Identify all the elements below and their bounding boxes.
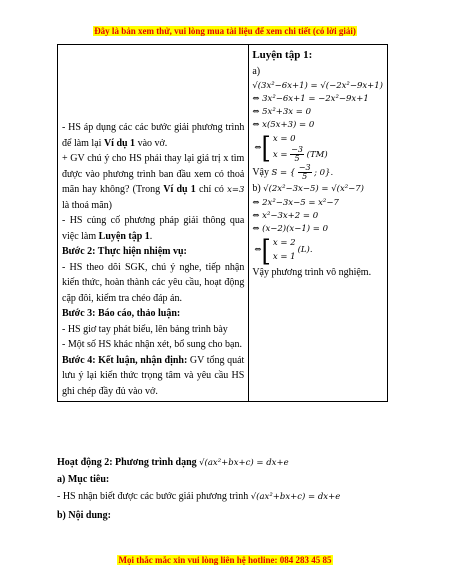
hotline-banner — [0, 555, 450, 565]
equation-b2: ⇔ 2x²−3x−5 = x²−7 — [252, 197, 339, 208]
conclusion-a: Vậy S = { $\frac{-3}{5}$ ; 0}. — [252, 163, 334, 182]
content-heading: b) Nội dung: — [57, 510, 111, 521]
solution-system-a: ⇔ [ x = 0 x = $\frac{-3}{5}$ (TM) — [254, 131, 328, 166]
goal-heading: a) Mục tiêu: — [57, 474, 110, 485]
equation-a1: √(3x²−6x+1) = √(−2x²−9x+1) — [252, 80, 383, 91]
equation-a2: ⇔ 3x²−6x+1 = −2x²−9x+1 — [252, 93, 369, 104]
preview-banner — [0, 26, 450, 36]
step4-paragraph: Bước 4: Kết luận, nhận định: GV tổng quát lưu ý lại kiến thức trọng tâm và yêu cầu HS ghi chép đầy đủ vào vở. — [62, 354, 245, 397]
conclusion-b: Vậy phương trình vô nghiệm. — [252, 266, 372, 278]
practice-title: Luyện tập 1: — [252, 49, 313, 61]
paragraph-practice: - HS củng cố phương pháp giải thông qua việc làm Luyện tập 1. — [62, 215, 245, 242]
lesson-table — [57, 44, 388, 402]
step2-title: Bước 2: Thực hiện nhiệm vụ: — [62, 246, 187, 257]
hotline-banner-text: Mọi thắc mắc xin vui lòng liên hệ hotline: 084 283 45 85 — [118, 555, 332, 565]
solution-system-b: ⇔ [ x = 2 x = 1 (L). — [254, 233, 313, 268]
preview-banner-text: Đây là bản xem thử, vui lòng mua tài liệu để xem chi tiết (có lời giải) — [94, 26, 356, 36]
equation-a3: ⇔ 5x²+3x = 0 — [252, 106, 312, 117]
step3-title: Bước 3: Báo cáo, thảo luận: — [62, 308, 181, 319]
step3-text-a: - HS giơ tay phát biểu, lên bảng trình bày — [62, 323, 228, 335]
step2-text: - HS theo dõi SGK, chú ý nghe, tiếp nhận kiến thức, hoàn thành các yêu cầu, hoạt động cặp đôi, kiểm tra chéo đáp án. — [62, 261, 245, 304]
goal-text: - HS nhận biết được các bước giải phương trình √(ax²+bx+c) = dx+e — [57, 491, 341, 502]
equation-b4: ⇔ (x−2)(x−1) = 0 — [252, 224, 328, 235]
activity-2-heading: Hoạt động 2: Phương trình dạng √(ax²+bx+c) = dx+e — [57, 457, 289, 468]
teacher-activity-cell — [58, 45, 249, 402]
part-a-label: a) — [252, 66, 261, 78]
paragraph-teacher-note: + GV chú ý cho HS phải thay lại giá trị x tìm được vào phương trình ban đầu xem có thoả mãn hay không? (Trong Ví dụ 1 chỉ có x=3 là thoả mãn) — [62, 153, 245, 211]
equation-b3: ⇔ x²−3x+2 = 0 — [252, 211, 319, 222]
paragraph-apply-steps: - HS áp dụng các các bước giải phương trình để làm lại Ví dụ 1 vào vở. — [62, 122, 245, 149]
part-b-equation: b) √(2x²−3x−5) = √(x²−7) — [252, 183, 364, 195]
equation-a4: ⇔ x(5x+3) = 0 — [252, 120, 315, 131]
step3-text-b: - Một số HS khác nhận xét, bổ sung cho bạn. — [62, 339, 242, 350]
student-product-cell — [249, 45, 388, 402]
